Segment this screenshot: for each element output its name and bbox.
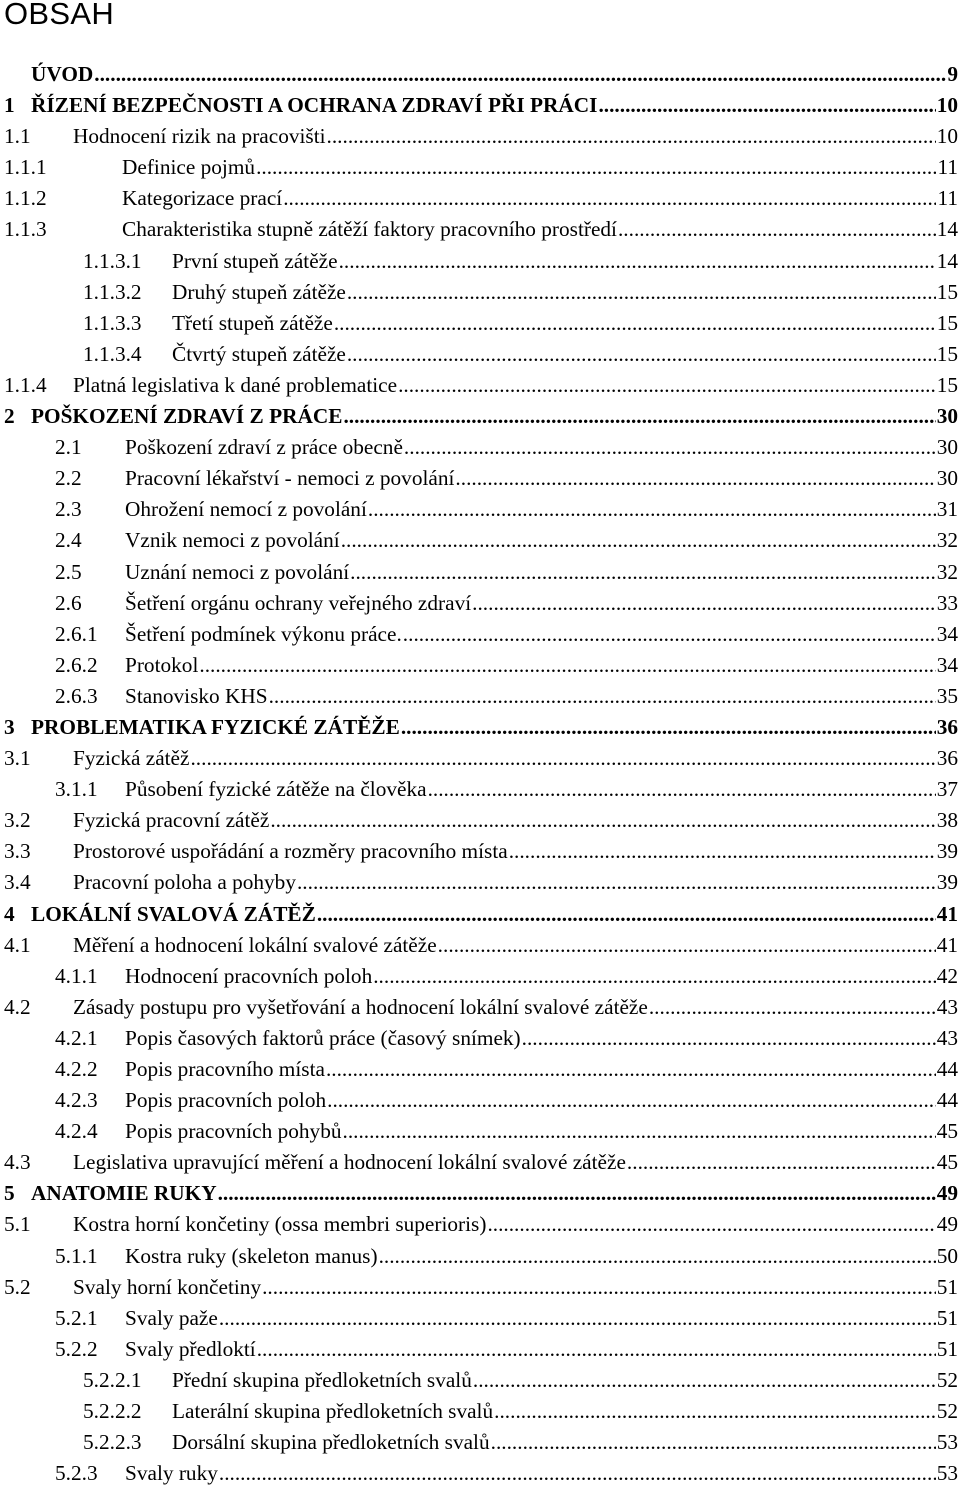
toc-entry-number: 4.2.1 xyxy=(55,1025,98,1050)
toc-entry-page: 10 xyxy=(936,124,958,149)
toc-entry-number: 2.6 xyxy=(55,590,82,615)
toc-entry[interactable] xyxy=(0,525,960,556)
toc-entry-title: Definice pojmů xyxy=(122,155,256,180)
toc-entry[interactable] xyxy=(0,961,960,992)
toc-entry-number: 5.2.2.1 xyxy=(83,1367,142,1392)
toc-entry-number: 5.2 xyxy=(4,1274,31,1299)
toc-entry[interactable] xyxy=(0,1241,960,1272)
toc-entry-title: Vznik nemoci z povolání xyxy=(125,528,340,553)
toc-entry-number: 4.2.3 xyxy=(55,1088,98,1113)
toc-entry-page: 53 xyxy=(936,1461,958,1486)
toc-entry[interactable] xyxy=(0,805,960,836)
toc-dot-leader xyxy=(649,992,936,1023)
toc-entry-number: 5 xyxy=(4,1181,15,1206)
toc-entry-title: Šetření podmínek výkonu práce. xyxy=(125,621,402,646)
toc-entry-page: 30 xyxy=(936,466,958,491)
toc-entry-title: Uznání nemoci z povolání xyxy=(125,559,350,584)
toc-entry-page: 36 xyxy=(936,714,958,739)
toc-entry-title: Popis pracovních poloh xyxy=(125,1088,327,1113)
toc-entry-title: Stanovisko KHS xyxy=(125,683,268,708)
toc-entry[interactable] xyxy=(0,339,960,370)
toc-entry[interactable] xyxy=(0,1054,960,1085)
toc-entry-number: 3.2 xyxy=(4,808,31,833)
toc-dot-leader xyxy=(455,463,935,494)
toc-entry-page: 30 xyxy=(936,435,958,460)
toc-entry[interactable] xyxy=(0,588,960,619)
toc-entry[interactable] xyxy=(0,1116,960,1147)
toc-entry-page: 44 xyxy=(936,1088,958,1113)
toc-dot-leader xyxy=(343,401,935,432)
toc-entry-number: 5.2.3 xyxy=(55,1461,98,1486)
toc-entry-title: PROBLEMATIKA FYZICKÉ ZÁTĚŽE xyxy=(31,714,400,739)
toc-entry-number: 4.2.4 xyxy=(55,1119,98,1144)
toc-entry-number: 2.4 xyxy=(55,528,82,553)
toc-entry-title: Třetí stupeň zátěže xyxy=(172,310,333,335)
toc-dot-leader xyxy=(327,1085,936,1116)
toc-entry-title: Pracovní lékařství - nemoci z povolání xyxy=(125,466,455,491)
toc-entry[interactable] xyxy=(0,1458,960,1489)
toc-entry[interactable] xyxy=(0,494,960,525)
toc-entry-page: 15 xyxy=(936,372,958,397)
toc-dot-leader xyxy=(297,867,936,898)
toc-entry-title: Dorsální skupina předloketních svalů xyxy=(172,1430,490,1455)
toc-entry[interactable] xyxy=(0,836,960,867)
toc-dot-leader xyxy=(199,650,935,681)
toc-entry-number: 1.1.3.3 xyxy=(83,310,142,335)
toc-dot-leader xyxy=(472,588,936,619)
toc-entry[interactable] xyxy=(0,214,960,245)
toc-entry-title: Zásady postupu pro vyšetřování a hodnocení lokální svalové zátěže xyxy=(73,994,648,1019)
toc-entry-number: 3.3 xyxy=(4,839,31,864)
toc-entry[interactable] xyxy=(0,712,960,743)
toc-entry-number: 2 xyxy=(4,404,15,429)
toc-dot-leader xyxy=(343,1116,936,1147)
toc-dot-leader xyxy=(598,90,935,121)
toc-entry-number: 1.1.3.4 xyxy=(83,341,142,366)
toc-dot-leader xyxy=(218,1178,936,1209)
toc-entry[interactable] xyxy=(0,121,960,152)
toc-entry-number: 3.1.1 xyxy=(55,777,98,802)
toc-dot-leader xyxy=(190,743,935,774)
toc-entry-page: 52 xyxy=(936,1367,958,1392)
toc-dot-leader xyxy=(334,308,936,339)
toc-entry-title: Laterální skupina předloketních svalů xyxy=(172,1399,494,1424)
toc-entry-title: Svaly ruky xyxy=(125,1461,218,1486)
toc-entry-page: 31 xyxy=(936,497,958,522)
toc-dot-leader xyxy=(339,246,936,277)
toc-dot-leader xyxy=(350,557,936,588)
toc-entry[interactable] xyxy=(0,557,960,588)
toc-entry-title: Popis časových faktorů práce (časový snímek) xyxy=(125,1025,521,1050)
toc-entry-number: 1 xyxy=(4,93,15,118)
toc-entry-title: Ohrožení nemocí z povolání xyxy=(125,497,367,522)
toc-entry-page: 51 xyxy=(936,1336,958,1361)
toc-entry-title: Fyzická pracovní zátěž xyxy=(73,808,270,833)
toc-entry-title: Popis pracovního místa xyxy=(125,1057,325,1081)
toc-dot-leader xyxy=(509,836,936,867)
toc-dot-leader xyxy=(327,121,936,152)
toc-entry-number: 2.6.1 xyxy=(55,621,98,646)
toc-entry-number: 5.2.2 xyxy=(55,1336,98,1361)
toc-entry-page: 49 xyxy=(936,1212,958,1237)
toc-dot-leader xyxy=(404,432,936,463)
toc-entry-title: Poškození zdraví z práce obecně xyxy=(125,435,403,460)
toc-entry-page: 37 xyxy=(936,777,958,802)
toc-entry-number: 2.6.3 xyxy=(55,683,98,708)
toc-dot-leader xyxy=(473,1365,936,1396)
toc-entry-page: 50 xyxy=(936,1243,958,1268)
toc-entry-page: 51 xyxy=(936,1305,958,1330)
toc-entry-page: 36 xyxy=(936,746,958,771)
toc-entry-page: 43 xyxy=(936,994,958,1019)
toc-entry-number: 1.1.3 xyxy=(4,217,47,242)
toc-entry-page: 51 xyxy=(936,1274,958,1299)
toc-entry-number: 4 xyxy=(4,901,15,926)
toc-entry-title: Prostorové uspořádání a rozměry pracovního místa xyxy=(73,839,508,864)
toc-entry-title: Šetření orgánu ochrany veřejného zdraví xyxy=(125,590,472,615)
toc-entry-title: Legislativa upravující měření a hodnocení lokální svalové zátěže xyxy=(73,1150,626,1175)
toc-dot-leader xyxy=(379,1241,936,1272)
toc-dot-leader xyxy=(368,494,936,525)
toc-entry-page: 30 xyxy=(936,404,958,429)
toc-entry-number: 1.1.4 xyxy=(4,372,47,397)
toc-dot-leader xyxy=(262,1272,936,1303)
toc-entry-title: Hodnocení pracovních poloh xyxy=(125,963,373,988)
toc-dot-leader xyxy=(522,1023,936,1054)
toc-entry[interactable] xyxy=(0,1427,960,1458)
toc-entry-page: 39 xyxy=(936,839,958,864)
toc-entry[interactable] xyxy=(0,90,960,121)
toc-entry-page: 14 xyxy=(936,217,958,242)
toc-entry-number: 3.1 xyxy=(4,746,31,771)
toc-entry-number: 4.2.2 xyxy=(55,1057,98,1081)
toc-entry-title: Popis pracovních pohybů xyxy=(125,1119,342,1144)
toc-dot-leader xyxy=(326,1054,936,1085)
toc-dot-leader xyxy=(428,774,936,805)
toc-entry-title: První stupeň zátěže xyxy=(172,248,338,273)
toc-dot-leader xyxy=(269,681,936,712)
toc-entry-page: 11 xyxy=(937,186,958,211)
toc-entry-number: 4.1.1 xyxy=(55,963,98,988)
toc-entry-page: 10 xyxy=(936,93,958,118)
toc-entry-number: 1.1.3.2 xyxy=(83,279,142,304)
toc-dot-leader xyxy=(270,805,935,836)
toc-dot-leader xyxy=(256,152,936,183)
toc-dot-leader xyxy=(219,1303,936,1334)
toc-entry-number: 4.3 xyxy=(4,1150,31,1175)
toc-entry[interactable] xyxy=(0,463,960,494)
toc-dot-leader xyxy=(341,525,936,556)
toc-entry[interactable] xyxy=(0,1303,960,1334)
toc-entry-title: Hodnocení rizik na pracovišti xyxy=(73,124,326,149)
toc-entry-number: 5.2.1 xyxy=(55,1305,98,1330)
toc-entry-page: 45 xyxy=(936,1150,958,1175)
toc-entry-title: Kostra horní končetiny (ossa membri superioris) xyxy=(73,1212,487,1237)
toc-entry-page: 45 xyxy=(936,1119,958,1144)
toc-entry-title: POŠKOZENÍ ZDRAVÍ Z PRÁCE xyxy=(31,404,343,429)
toc-entry-number: 2.3 xyxy=(55,497,82,522)
toc-entry[interactable] xyxy=(0,930,960,961)
toc-entry[interactable] xyxy=(0,619,960,650)
toc-dot-leader xyxy=(347,339,936,370)
toc-entry-number: 5.2.2.2 xyxy=(83,1399,142,1424)
toc-entry-title: Čtvrtý stupeň zátěže xyxy=(172,341,346,366)
toc-entry[interactable] xyxy=(0,774,960,805)
table-of-contents xyxy=(0,59,960,1489)
toc-entry[interactable] xyxy=(0,899,960,930)
toc-entry[interactable] xyxy=(0,1147,960,1178)
toc-entry-page: 14 xyxy=(936,248,958,273)
toc-dot-leader xyxy=(373,961,935,992)
toc-entry-number: 1.1 xyxy=(4,124,31,149)
toc-entry-number: 1.1.2 xyxy=(4,186,47,211)
toc-entry[interactable] xyxy=(0,992,960,1023)
toc-entry-title: Měření a hodnocení lokální svalové zátěže xyxy=(73,932,437,957)
toc-entry[interactable] xyxy=(0,1272,960,1303)
toc-entry-number: 4.1 xyxy=(4,932,31,957)
toc-entry-title: Platná legislativa k dané problematice xyxy=(73,372,398,397)
toc-entry-page: 9 xyxy=(947,62,958,86)
toc-dot-leader xyxy=(347,277,936,308)
toc-entry[interactable] xyxy=(0,1334,960,1365)
toc-entry-title: Přední skupina předloketních svalů xyxy=(172,1367,472,1392)
toc-dot-leader xyxy=(491,1427,936,1458)
toc-entry-number: 5.1 xyxy=(4,1212,31,1237)
toc-entry-page: 15 xyxy=(936,341,958,366)
toc-entry-title: Protokol xyxy=(125,652,199,677)
toc-entry-page: 15 xyxy=(936,310,958,335)
toc-entry-title: ŘÍZENÍ BEZPEČNOSTI A OCHRANA ZDRAVÍ PŘI PRÁCI xyxy=(31,93,598,118)
toc-entry[interactable] xyxy=(0,681,960,712)
toc-entry-title: ÚVOD xyxy=(31,62,94,86)
toc-dot-leader xyxy=(317,899,936,930)
toc-entry-page: 34 xyxy=(936,621,958,646)
toc-dot-leader xyxy=(403,619,936,650)
toc-dot-leader xyxy=(283,183,936,214)
toc-dot-leader xyxy=(401,712,936,743)
toc-entry-number: 5.2.2.3 xyxy=(83,1430,142,1455)
toc-entry-number: 2.2 xyxy=(55,466,82,491)
page-title: OBSAH xyxy=(4,0,115,31)
toc-entry[interactable] xyxy=(0,277,960,308)
toc-entry[interactable] xyxy=(0,1085,960,1116)
toc-entry-page: 34 xyxy=(936,652,958,677)
toc-entry[interactable] xyxy=(0,432,960,463)
toc-entry-title: Kostra ruky (skeleton manus) xyxy=(125,1243,378,1268)
toc-entry[interactable] xyxy=(0,650,960,681)
toc-entry[interactable] xyxy=(0,1023,960,1054)
toc-entry-page: 39 xyxy=(936,870,958,895)
toc-entry-number: 3.4 xyxy=(4,870,31,895)
toc-dot-leader xyxy=(398,370,936,401)
toc-entry[interactable] xyxy=(0,1396,960,1427)
toc-entry[interactable] xyxy=(0,59,960,90)
toc-entry-title: Kategorizace prací xyxy=(122,186,283,211)
toc-entry-number: 1.1.3.1 xyxy=(83,248,142,273)
toc-entry-title: Pracovní poloha a pohyby xyxy=(73,870,296,895)
toc-entry[interactable] xyxy=(0,246,960,277)
toc-entry-title: LOKÁLNÍ SVALOVÁ ZÁTĚŽ xyxy=(31,901,316,926)
toc-entry-number: 3 xyxy=(4,714,15,739)
toc-entry-page: 11 xyxy=(937,155,958,180)
toc-entry-page: 53 xyxy=(936,1430,958,1455)
toc-dot-leader xyxy=(438,930,936,961)
toc-entry-page: 33 xyxy=(936,590,958,615)
toc-entry-page: 43 xyxy=(936,1025,958,1050)
toc-entry-title: Svaly předloktí xyxy=(125,1336,256,1361)
toc-entry[interactable] xyxy=(0,152,960,183)
toc-entry[interactable] xyxy=(0,1365,960,1396)
toc-entry-title: Charakteristika stupně zátěží faktory pracovního prostředí xyxy=(122,217,617,242)
toc-entry-title: Svaly horní končetiny xyxy=(73,1274,262,1299)
toc-entry-page: 38 xyxy=(936,808,958,833)
toc-entry[interactable] xyxy=(0,1178,960,1209)
toc-dot-leader xyxy=(627,1147,936,1178)
toc-entry-page: 41 xyxy=(936,901,958,926)
toc-entry-page: 49 xyxy=(936,1181,958,1206)
toc-entry-number: 2.5 xyxy=(55,559,82,584)
toc-entry-page: 32 xyxy=(936,559,958,584)
toc-entry-number: 4.2 xyxy=(4,994,31,1019)
toc-entry-title: Fyzická zátěž xyxy=(73,746,190,771)
toc-entry-title: Svaly paže xyxy=(125,1305,218,1330)
toc-entry-number: 5.1.1 xyxy=(55,1243,98,1268)
toc-entry[interactable] xyxy=(0,401,960,432)
toc-entry-page: 15 xyxy=(936,279,958,304)
toc-entry-title: Druhý stupeň zátěže xyxy=(172,279,346,304)
toc-entry-title: ANATOMIE RUKY xyxy=(31,1181,217,1206)
toc-entry-page: 52 xyxy=(936,1399,958,1424)
toc-entry-page: 41 xyxy=(936,932,958,957)
toc-entry-page: 44 xyxy=(936,1057,958,1081)
toc-entry[interactable] xyxy=(0,1209,960,1240)
toc-entry[interactable] xyxy=(0,308,960,339)
toc-entry[interactable] xyxy=(0,867,960,898)
toc-dot-leader xyxy=(219,1458,936,1489)
toc-entry-page: 42 xyxy=(936,963,958,988)
toc-entry-title: Působení fyzické zátěže na člověka xyxy=(125,777,427,802)
toc-entry[interactable] xyxy=(0,183,960,214)
toc-entry-number: 2.6.2 xyxy=(55,652,98,677)
toc-dot-leader xyxy=(257,1334,936,1365)
toc-dot-leader xyxy=(487,1209,935,1240)
toc-entry[interactable] xyxy=(0,743,960,774)
toc-entry-number: 1.1.1 xyxy=(4,155,47,180)
toc-entry[interactable] xyxy=(0,370,960,401)
toc-dot-leader xyxy=(94,59,946,90)
toc-dot-leader xyxy=(618,214,936,245)
toc-entry-page: 35 xyxy=(936,683,958,708)
toc-dot-leader xyxy=(494,1396,936,1427)
toc-entry-page: 32 xyxy=(936,528,958,553)
toc-entry-number: 2.1 xyxy=(55,435,82,460)
